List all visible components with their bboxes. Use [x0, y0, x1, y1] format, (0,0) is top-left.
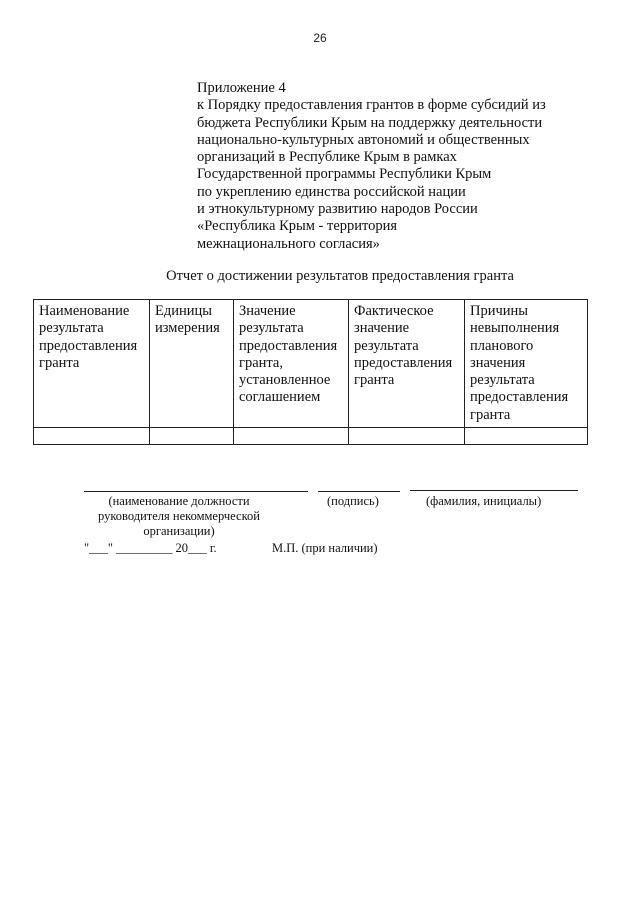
report-table	[33, 299, 588, 445]
table-cell[interactable]	[465, 428, 588, 445]
table-cell[interactable]	[34, 428, 150, 445]
stamp-note: М.П. (при наличии)	[272, 541, 378, 555]
appendix-line: организаций в Республике Крым в рамках	[197, 149, 457, 166]
column-header-result-name: Наименование результата предоставления гранта	[34, 300, 150, 428]
appendix-line: и этнокультурному развитию народов России	[197, 201, 478, 218]
table-row	[34, 428, 588, 445]
appendix-line: межнационального согласия»	[197, 235, 380, 252]
appendix-line: по укреплению единства российской нации	[197, 183, 466, 200]
position-caption-line: руководителя некоммерческой	[98, 509, 260, 523]
appendix-line: Приложение 4	[197, 80, 286, 96]
name-signature-line	[410, 490, 578, 491]
position-caption-line: (наименование должности	[108, 494, 250, 508]
appendix-line: бюджета Республики Крым на поддержку деятельности	[197, 114, 543, 131]
appendix-line: национально-культурных автономий и общественных	[197, 131, 530, 148]
table-cell[interactable]	[349, 428, 465, 445]
report-title: Отчет о достижении результатов предоставления гранта	[166, 268, 514, 284]
column-header-units: Единицы измерения	[150, 300, 234, 428]
appendix-header	[197, 80, 597, 253]
signature-caption: (подпись)	[327, 494, 379, 508]
appendix-line: к Порядку предоставления грантов в форме субсидий из	[197, 97, 546, 114]
signature-line	[318, 491, 400, 492]
appendix-line: «Республика Крым - территория	[197, 218, 398, 235]
name-caption: (фамилия, инициалы)	[426, 494, 542, 508]
column-header-reasons: Причины невыполнения планового значения результата предоставления гранта	[465, 300, 588, 428]
table-cell[interactable]	[234, 428, 349, 445]
position-caption-line: организации)	[143, 524, 215, 538]
column-header-planned-value: Значение результата предоставления гранта, установленное соглашением	[234, 300, 349, 428]
table-header-row	[34, 300, 588, 428]
position-signature-line	[84, 491, 308, 492]
date-line: "___" _________ 20___ г.	[84, 541, 217, 555]
table-cell[interactable]	[150, 428, 234, 445]
appendix-line: Государственной программы Республики Крым	[197, 166, 492, 183]
column-header-actual-value: Фактическое значение результата предоставления гранта	[349, 300, 465, 428]
page-number: 26	[313, 31, 327, 45]
position-caption	[84, 494, 274, 539]
